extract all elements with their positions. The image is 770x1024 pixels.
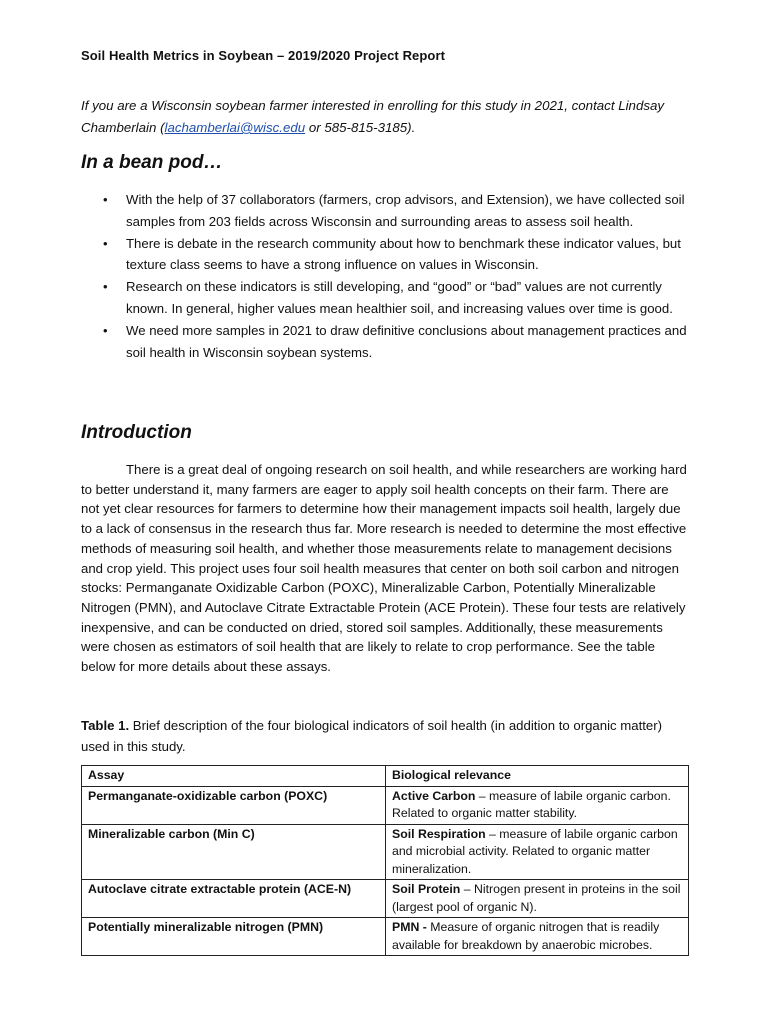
bullet-text: There is debate in the research community about how to benchmark these indicator values, but texture class seems to have a strong influence on values in Wisconsin. xyxy=(126,235,681,273)
contact-text-after: or 585-815-3185). xyxy=(305,120,416,135)
contact-text-before: If you are a Wisconsin soybean farmer interested in enrolling for this study in 2021, contact Lindsay Chamberlain ( xyxy=(81,98,665,135)
document-title: Soil Health Metrics in Soybean – 2019/2020 Project Report xyxy=(81,48,446,63)
relevance-term: PMN - xyxy=(392,920,427,934)
relevance-cell xyxy=(386,918,689,956)
bullet-text: We need more samples in 2021 to draw definitive conclusions about management practices and soil health in Wisconsin soybean systems. xyxy=(126,322,687,360)
table-row xyxy=(82,918,689,956)
relevance-desc: – Nitrogen present in proteins in the soil (largest pool of organic N). xyxy=(392,882,681,914)
bullet-text: With the help of 37 collaborators (farmers, crop advisors, and Extension), we have collected soil samples from 203 fields across Wisconsin and surrounding areas to assess soil health. xyxy=(126,192,685,229)
bullet-icon: • xyxy=(103,279,108,295)
bullet-text: Research on these indicators is still developing, and “good” or “bad” values are not currently known. In general, higher values mean healthier soil, and increasing values over time is good. xyxy=(126,279,673,316)
assay-cell: Potentially mineralizable nitrogen (PMN) xyxy=(82,918,386,956)
relevance-term: Soil Respiration xyxy=(392,826,486,841)
summary-bullet-list xyxy=(81,189,691,363)
assay-table xyxy=(81,765,689,956)
header-biological-relevance: Biological relevance xyxy=(386,766,689,787)
bean-pod-heading: In a bean pod… xyxy=(81,152,223,173)
table-header-row xyxy=(82,766,689,787)
bullet-icon: • xyxy=(103,235,108,251)
table-row xyxy=(82,880,689,918)
assay-cell: Mineralizable carbon (Min C) xyxy=(82,824,386,880)
contact-email-link[interactable]: lachamberlai@wisc.edu xyxy=(164,120,306,135)
relevance-term: Soil Protein xyxy=(392,882,461,896)
relevance-cell xyxy=(386,786,689,824)
bullet-item xyxy=(81,320,691,364)
relevance-desc: – measure of labile organic carbon and microbial activity. Related to organic matter mineralization. xyxy=(392,826,678,876)
bullet-item xyxy=(81,233,691,277)
bullet-icon: • xyxy=(103,192,108,207)
table-caption xyxy=(81,715,691,757)
introduction-paragraph xyxy=(81,460,689,677)
relevance-term: Active Carbon xyxy=(392,788,476,803)
bullet-item xyxy=(81,276,691,320)
introduction-heading: Introduction xyxy=(81,422,192,443)
assay-cell: Permanganate-oxidizable carbon (POXC) xyxy=(82,786,386,824)
relevance-desc: Measure of organic nitrogen that is readily available for breakdown by anaerobic microbes. xyxy=(392,920,660,952)
contact-note xyxy=(81,95,691,139)
bullet-icon: • xyxy=(103,322,108,338)
table-caption-text: Brief description of the four biological indicators of soil health (in addition to organic matter) used in this study. xyxy=(81,718,663,754)
introduction-text: There is a great deal of ongoing research on soil health, and while researchers are working hard to better understand it, many farmers are eager to apply soil health concepts on their farm. There are not yet clear resources for farmers to determine how their management impacts soil health, largely due to a lack of consensus in the research thus far. More research is needed to determine the most effective methods of measuring soil health, and whether those measurements relate to management decisions and crop yield. This project uses four soil health measures that center on both soil carbon and nitrogen stocks: Permanganate Oxidizable Carbon (POXC), Mineralizable Carbon, Potentially Mineralizable Nitrogen (PMN), and Autoclave Citrate Extractable Protein (ACE Protein). These four tests are relatively inexpensive, and can be conducted on dried, stored soil samples. Additionally, these measurements were chosen as estimators of soil health that are likely to relate to crop performance. See the table below for more details about these assays. xyxy=(81,462,687,675)
bullet-item xyxy=(81,189,691,233)
header-assay: Assay xyxy=(82,766,386,787)
table-caption-label: Table 1. xyxy=(81,718,130,733)
table-row xyxy=(82,824,689,880)
relevance-cell xyxy=(386,824,689,880)
relevance-cell xyxy=(386,880,689,918)
assay-cell: Autoclave citrate extractable protein (ACE-N) xyxy=(82,880,386,918)
relevance-desc: – measure of labile organic carbon. Related to organic matter stability. xyxy=(392,788,671,820)
table-row xyxy=(82,786,689,824)
